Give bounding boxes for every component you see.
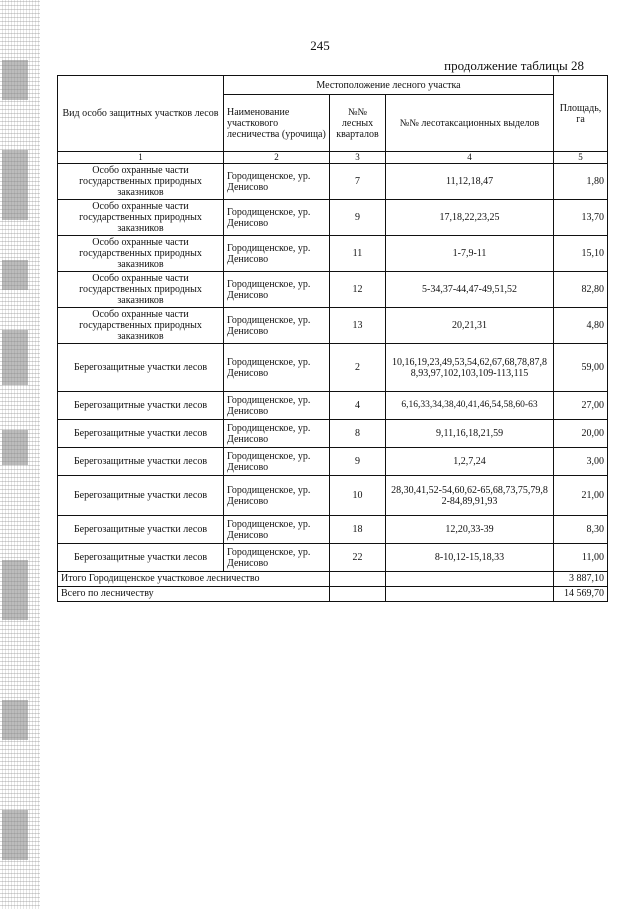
page-number: 245 [310,38,330,53]
cell-type: Берегозащитные участки лесов [58,344,224,392]
cell-quarter: 11 [330,236,386,272]
cell-area: 20,00 [554,420,608,448]
cell-forestry: Городищенское, ур. Денисово [224,236,330,272]
cell-type: Особо охранные части государственных природных заказников [58,236,224,272]
table-row [58,236,608,272]
cell-plots: 11,12,18,47 [386,164,554,200]
cell-quarter: 22 [330,544,386,572]
table-row [58,272,608,308]
cell-plots: 5-34,37-44,47-49,51,52 [386,272,554,308]
cell-area: 21,00 [554,476,608,516]
cell-quarter: 9 [330,448,386,476]
table-row [58,392,608,420]
cell-area: 82,80 [554,272,608,308]
cell-forestry: Городищенское, ур. Денисово [224,344,330,392]
cell-area: 4,80 [554,308,608,344]
cell-quarter: 18 [330,516,386,544]
cell-plots: 6,16,33,34,38,40,41,46,54,58,60-63 [386,392,554,420]
cell-area: 1,80 [554,164,608,200]
cell-quarter: 13 [330,308,386,344]
cell-area: 13,70 [554,200,608,236]
cell-forestry: Городищенское, ур. Денисово [224,544,330,572]
col-number-1: 1 [58,152,224,164]
header-type: Вид особо защитных участков лесов [58,76,224,152]
total-label: Итого Городищенское участковое лесничество [58,572,330,587]
protected-forest-table [57,75,608,602]
total-empty-cell [330,572,386,587]
cell-plots: 8-10,12-15,18,33 [386,544,554,572]
cell-quarter: 9 [330,200,386,236]
col-number-2: 2 [224,152,330,164]
cell-quarter: 8 [330,420,386,448]
cell-type: Особо охранные части государственных природных заказников [58,272,224,308]
grand-total-label: Всего по лесничеству [58,587,330,602]
grand-total-empty-cell [386,587,554,602]
header-area: Площадь, га [554,76,608,152]
col-number-5: 5 [554,152,608,164]
table-continuation-caption: продолжение таблицы 28 [444,58,584,73]
cell-plots: 10,16,19,23,49,53,54,62,67,68,78,87,88,93,97,102,103,109-113,115 [386,344,554,392]
cell-type: Берегозащитные участки лесов [58,448,224,476]
cell-type: Особо охранные части государственных природных заказников [58,308,224,344]
header-plots: №№ лесотаксационных выделов [386,95,554,152]
cell-forestry: Городищенское, ур. Денисово [224,448,330,476]
cell-forestry: Городищенское, ур. Денисово [224,392,330,420]
header-location-group: Местоположение лесного участка [224,76,554,95]
cell-quarter: 12 [330,272,386,308]
cell-forestry: Городищенское, ур. Денисово [224,516,330,544]
cell-area: 59,00 [554,344,608,392]
header-quarters: №№ лесных кварталов [330,95,386,152]
cell-type: Берегозащитные участки лесов [58,392,224,420]
cell-plots: 28,30,41,52-54,60,62-65,68,73,75,79,82-84,89,91,93 [386,476,554,516]
cell-type: Особо охранные части государственных природных заказников [58,164,224,200]
header-forestry: Наименование участкового лесничества (урочища) [224,95,330,152]
cell-area: 27,00 [554,392,608,420]
cell-forestry: Городищенское, ур. Денисово [224,476,330,516]
table-row [58,448,608,476]
cell-area: 15,10 [554,236,608,272]
cell-plots: 1-7,9-11 [386,236,554,272]
cell-quarter: 2 [330,344,386,392]
table-row [58,308,608,344]
cell-type: Берегозащитные участки лесов [58,544,224,572]
cell-type: Берегозащитные участки лесов [58,516,224,544]
table-row [58,516,608,544]
cell-type: Берегозащитные участки лесов [58,420,224,448]
col-number-4: 4 [386,152,554,164]
cell-quarter: 4 [330,392,386,420]
cell-forestry: Городищенское, ур. Денисово [224,164,330,200]
cell-forestry: Городищенское, ур. Денисово [224,308,330,344]
cell-quarter: 10 [330,476,386,516]
cell-plots: 20,21,31 [386,308,554,344]
table-row [58,544,608,572]
col-number-3: 3 [330,152,386,164]
total-area: 3 887,10 [554,572,608,587]
cell-forestry: Городищенское, ур. Денисово [224,420,330,448]
table-row [58,164,608,200]
cell-area: 8,30 [554,516,608,544]
grand-total-empty-cell [330,587,386,602]
grand-total-row [58,587,608,602]
cell-plots: 1,2,7,24 [386,448,554,476]
cell-area: 3,00 [554,448,608,476]
cell-type: Берегозащитные участки лесов [58,476,224,516]
cell-quarter: 7 [330,164,386,200]
table-row [58,344,608,392]
cell-plots: 9,11,16,18,21,59 [386,420,554,448]
table-row [58,420,608,448]
cell-area: 11,00 [554,544,608,572]
cell-forestry: Городищенское, ур. Денисово [224,272,330,308]
scan-edge-artifact [0,0,40,909]
table-row [58,200,608,236]
total-empty-cell [386,572,554,587]
cell-plots: 17,18,22,23,25 [386,200,554,236]
cell-plots: 12,20,33-39 [386,516,554,544]
table-row [58,476,608,516]
total-row [58,572,608,587]
cell-type: Особо охранные части государственных природных заказников [58,200,224,236]
grand-total-area: 14 569,70 [554,587,608,602]
cell-forestry: Городищенское, ур. Денисово [224,200,330,236]
